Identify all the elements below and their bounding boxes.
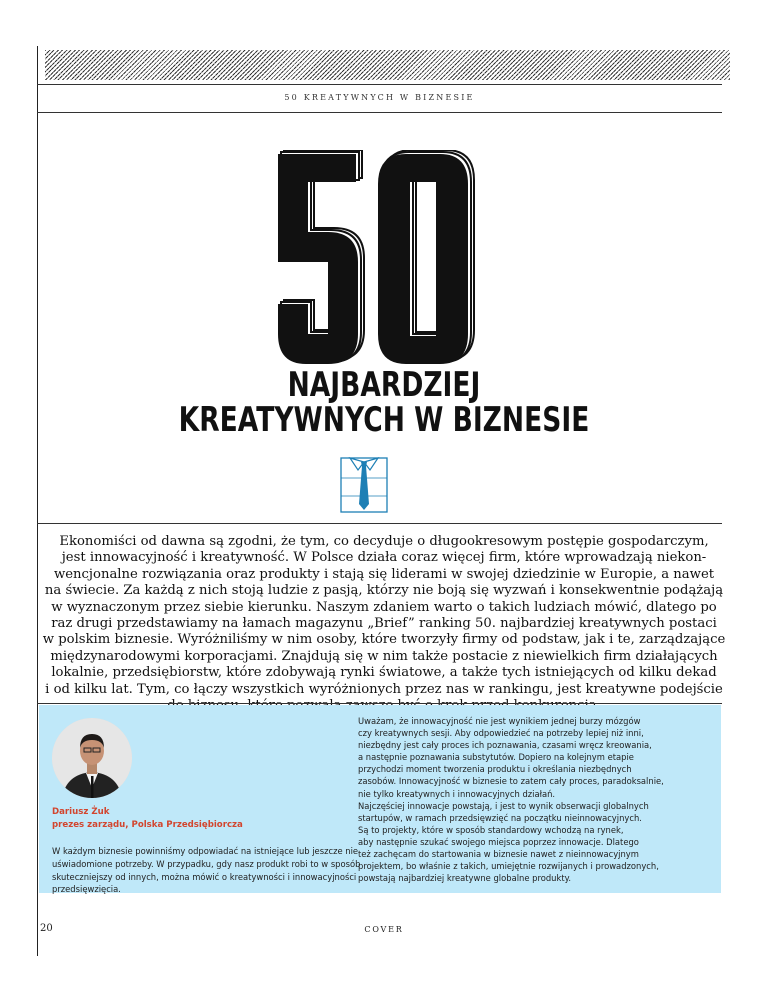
intro-line: międzynarodowymi korporacjami. Znajdują się w nim także postacie z niewielkich firm działających: [50, 648, 718, 664]
quote-line: aby następnie szukać swojego miejsca poprzez innowacje. Dlatego: [358, 836, 639, 847]
intro-bottom-rule: [37, 703, 722, 704]
quote-line: powstają najbardziej kreatywne globalne produkty.: [358, 873, 572, 884]
big-number-50: [270, 150, 500, 365]
intro-line: wencjonalne rozwiązania oraz produkty i stają się liderami w swojej dziedzinie w Europie, a nawet: [53, 566, 715, 582]
quote-line: uświadomione potrzeby. W przypadku, gdy nasz produkt robi to w sposób: [52, 858, 361, 869]
title-line-1: NAJBARDZIEJ: [287, 365, 481, 405]
quote-line: niezbędny jest cały proces ich poznawania, czasami wręcz kreowania,: [358, 740, 652, 751]
quote-line: skuteczniejszy od innych, można mówić o kreatywności i innowacyjności: [52, 871, 357, 882]
intro-line: w polskim biznesie. Wyróżniliśmy w nim osoby, które tworzyły firmy od podstaw, jak i te, zarządzające: [42, 632, 726, 648]
title-line-2: KREATYWNYCH W BIZNESIE: [178, 400, 590, 440]
intro-line: Ekonomiści od dawna są zgodni, że tym, co decyduje o długookresowym postępie gospodarczym,: [59, 534, 709, 549]
avatar: [52, 718, 132, 798]
quote-line: Najczęściej innowacje powstają, i jest to wynik obserwacji globalnych: [358, 800, 649, 811]
intro-paragraph: [20, 534, 748, 714]
header-top-rule: [37, 84, 722, 85]
quote-line: a następnie poznawania substytutów. Dopiero na kolejnym etapie: [358, 752, 634, 763]
profile-quote-right: [358, 715, 713, 884]
quote-line: startupów, w ramach przedsięwzięć na początku nieinnowacyjnych.: [358, 812, 642, 823]
quote-line: Są to projekty, które w sposób standardowy wchodzą na rynek,: [358, 824, 624, 835]
footer-section-label: COVER: [364, 925, 404, 934]
quote-line: też zachęcam do startowania w biznesie nawet z nieinnowacyjnym: [358, 849, 639, 860]
header-bottom-rule: [37, 112, 722, 113]
intro-line: i od kilku lat. Tym, co łączy wszystkich wyróżnionych przez nas w rankingu, jest kreatywne podejście: [45, 681, 723, 697]
section-label: 50 KREATYWNYCH W BIZNESIE: [284, 93, 475, 102]
left-margin-rule: [37, 46, 38, 956]
intro-top-rule: [37, 523, 722, 524]
profile-name-block: [52, 806, 243, 831]
intro-line: raz drugi przedstawiamy na łamach magazynu „Brief” ranking 50. najbardziej kreatywnych postaci: [51, 616, 717, 632]
svg-text:50: 50: [270, 150, 272, 151]
profile-quote-left: [52, 845, 361, 896]
quote-line: zasobów. Innowacyjność w biznesie to zatem cały proces, paradoksalnie,: [358, 776, 664, 787]
profile-name: Dariusz Żuk: [52, 807, 110, 817]
header-hatch-band: [45, 50, 730, 80]
quote-line: przychodzi moment tworzenia produktu i określania niezbędnych: [358, 764, 632, 775]
quote-line: nie tylko kreatywnych i innowacyjnych działań.: [358, 788, 556, 799]
profile-role: prezes zarządu, Polska Przedsiębiorcza: [52, 819, 243, 830]
quote-line: czy kreatywnych sesji. Aby odpowiedzieć na potrzeby lepiej niż inni,: [358, 728, 644, 739]
intro-line: jest innowacyjność i kreatywność. W Polsce działa coraz więcej firm, które wprowadzają niekon-: [61, 550, 707, 566]
quote-line: Uważam, że innowacyjność nie jest wynikiem jednej burzy mózgów: [358, 716, 641, 726]
quote-line: W każdym biznesie powinniśmy odpowiadać na istniejące lub jeszcze nie: [52, 846, 359, 856]
intro-line: lokalnie, przedsiębiorstw, które zdobywają rynki światowe, a także tych istniejących od kilku dekad: [51, 665, 717, 681]
intro-line: w wyznaczonym przez siebie kierunku. Naszym zdaniem warto o takich ludziach mówić, dlatego po: [51, 599, 717, 615]
intro-line: na świecie. Za każdą z nich stoją ludzie z pasją, którzy nie boją się wyzwań i konsekwentnie podążają: [44, 583, 724, 599]
quote-line: projektem, bo właśnie z takich, umiejętnie rozwijanych i prowadzonych,: [358, 861, 659, 872]
quote-line: przedsięwzięcia.: [52, 884, 121, 895]
page-number: 20: [40, 923, 53, 934]
shirt-and-tie-icon: [338, 448, 390, 514]
